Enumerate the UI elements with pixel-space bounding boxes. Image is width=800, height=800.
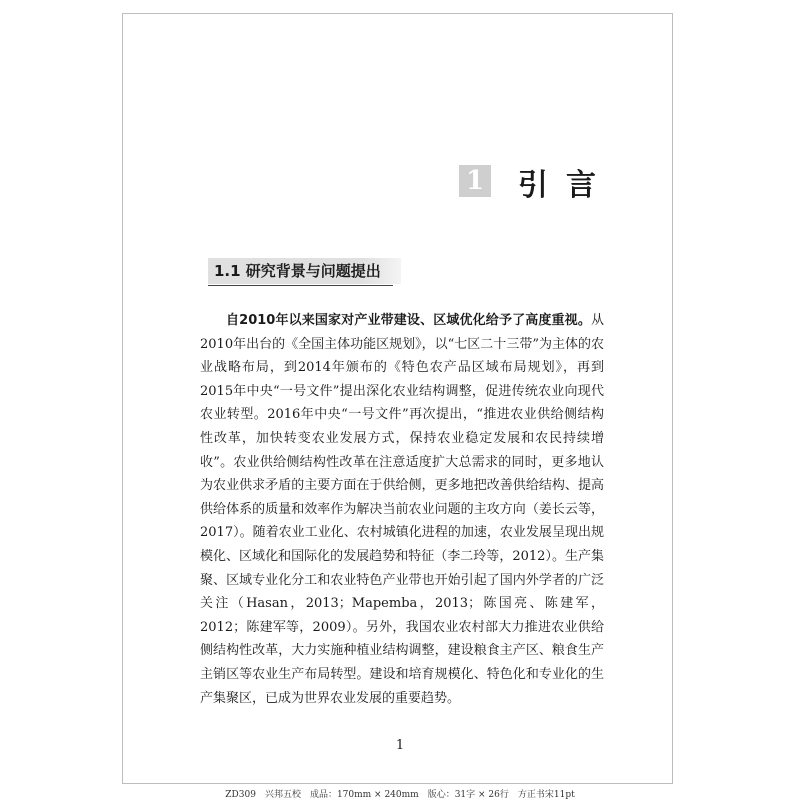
page-number: 1 bbox=[395, 738, 405, 753]
chapter-number-box: 1 bbox=[459, 165, 491, 197]
chapter-title: 引言 bbox=[518, 168, 614, 203]
section-underline bbox=[208, 285, 393, 286]
lead-sentence: 自2010年以来国家对产业带建设、区域优化给予了高度重视。 bbox=[226, 313, 591, 328]
section-heading bbox=[208, 258, 401, 284]
body-paragraph bbox=[200, 309, 604, 710]
print-spec-footer: ZD309 兴邦五校 成品：170mm × 240mm 版心：31字 × 26行 方正书宋11pt bbox=[225, 790, 575, 800]
body-text: 从2010年出台的《全国主体功能区规划》，以“七区二十三带”为主体的农业战略布局，到2014年颁布的《特色农产品区域布局规划》，再到2015年中央“一号文件”提出深化农业结构调整，促进传统农业向现代农业转型。2016年中央“一号文件”再次提出，“推进农业供给侧结构性改革，加快转变农业发展方式，保持农业稳定发展和农民持续增收”。农业供给侧结构性改革在注意适度扩大总需求的同时，更多地认为农业供求矛盾的主要方面在于供给侧，更多地把改善供给结构、提高供给体系的质量和效率作为解决当前农业问题的主攻方向（姜长云等，2017）。随着农业工业化、农村城镇化进程的加速，农业发展呈现出规模化、区域化和国际化的发展趋势和特征（李二玲等，2012）。生产集聚、区域专业化分工和农业特色产业带也开始引起了国内外学者的广泛关注（Hasan，2013；Mapemba，2013；陈国亮、陈建军，2012；陈建军等，2009）。另外，我国农业农村部大力推进农业供给侧结构性改革，大力实施种植业结构调整，建设粮食主产区、粮食生产主销区等农业生产布局转型。建设和培育规模化、特色化和专业化的生产集聚区，已成为世界农业发展的重要趋势。 bbox=[200, 313, 604, 706]
section-heading-text: 1.1 研究背景与问题提出 bbox=[214, 262, 381, 280]
